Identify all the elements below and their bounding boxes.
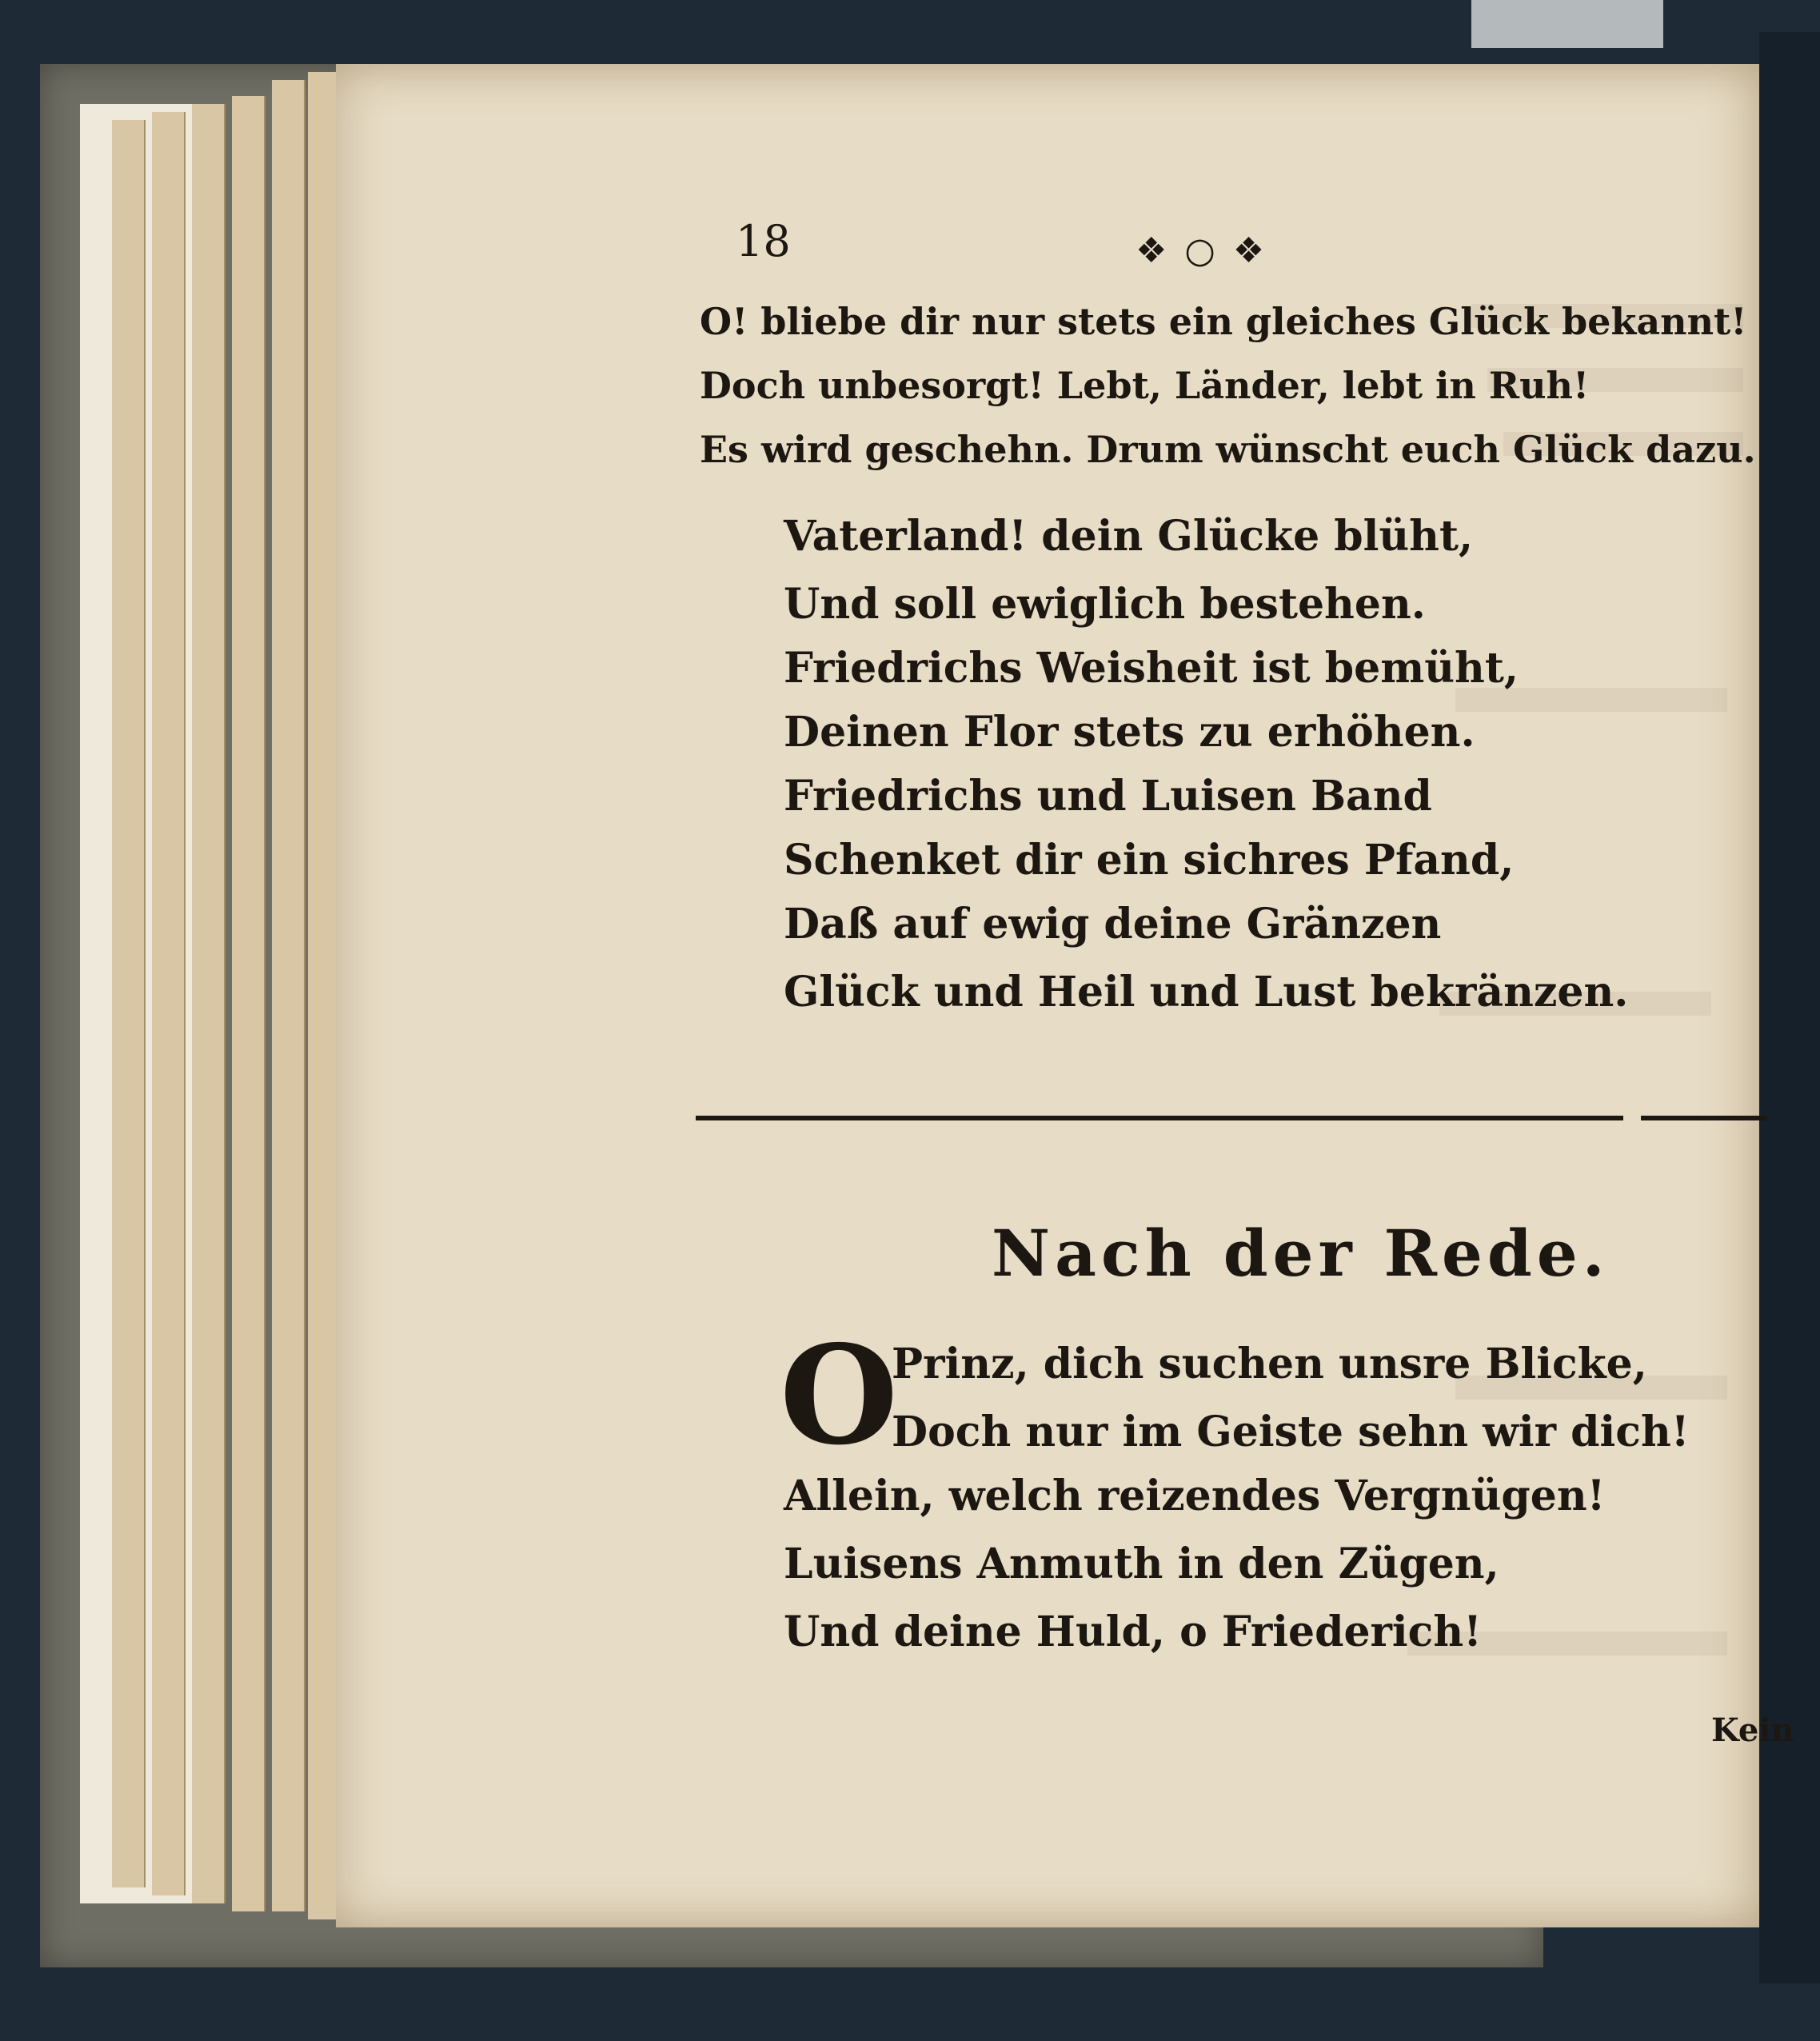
header-ornament: ❖ ○ ❖	[1136, 230, 1268, 271]
verse-line: Friedrichs Weisheit ist bemüht,	[784, 644, 1519, 693]
section-divider	[696, 1116, 1767, 1120]
drop-cap: O	[780, 1316, 899, 1476]
verse-line: Doch unbesorgt! Lebt, Länder, lebt in Ruh!	[700, 364, 1590, 407]
verse-line: Deinen Flor stets zu erhöhen.	[784, 708, 1475, 757]
verse-line: Friedrichs und Luisen Band	[784, 772, 1432, 821]
verse-line: Allein, welch reizendes Vergnügen!	[784, 1472, 1606, 1520]
verse-line: Es wird geschehn. Drum wünscht euch Glück dazu.	[700, 428, 1756, 471]
verse-line: Daß auf ewig deine Gränzen	[784, 900, 1442, 949]
catchword: Kein	[1711, 1711, 1794, 1749]
verse-line: Glück und Heil und Lust bekränzen.	[784, 968, 1629, 1017]
page-number: 18	[736, 216, 791, 266]
verse-line: Und soll ewiglich bestehen.	[784, 580, 1426, 629]
book-gutter	[1759, 32, 1820, 1983]
paper-tab	[1471, 0, 1663, 48]
verse-line: Luisens Anmuth in den Zügen,	[784, 1540, 1499, 1588]
verse-line: Vaterland! dein Glücke blüht,	[784, 512, 1474, 561]
verse-line: Doch nur im Geiste sehn wir dich!	[892, 1408, 1690, 1456]
section-heading: Nach der Rede.	[992, 1216, 1610, 1291]
verse-line: Prinz, dich suchen unsre Blicke,	[892, 1340, 1647, 1388]
verse-line: Und deine Huld, o Friederich!	[784, 1608, 1482, 1656]
verse-line: O! bliebe dir nur stets ein gleiches Glück bekannt!	[700, 300, 1747, 343]
verse-line: Schenket dir ein sichres Pfand,	[784, 836, 1515, 885]
